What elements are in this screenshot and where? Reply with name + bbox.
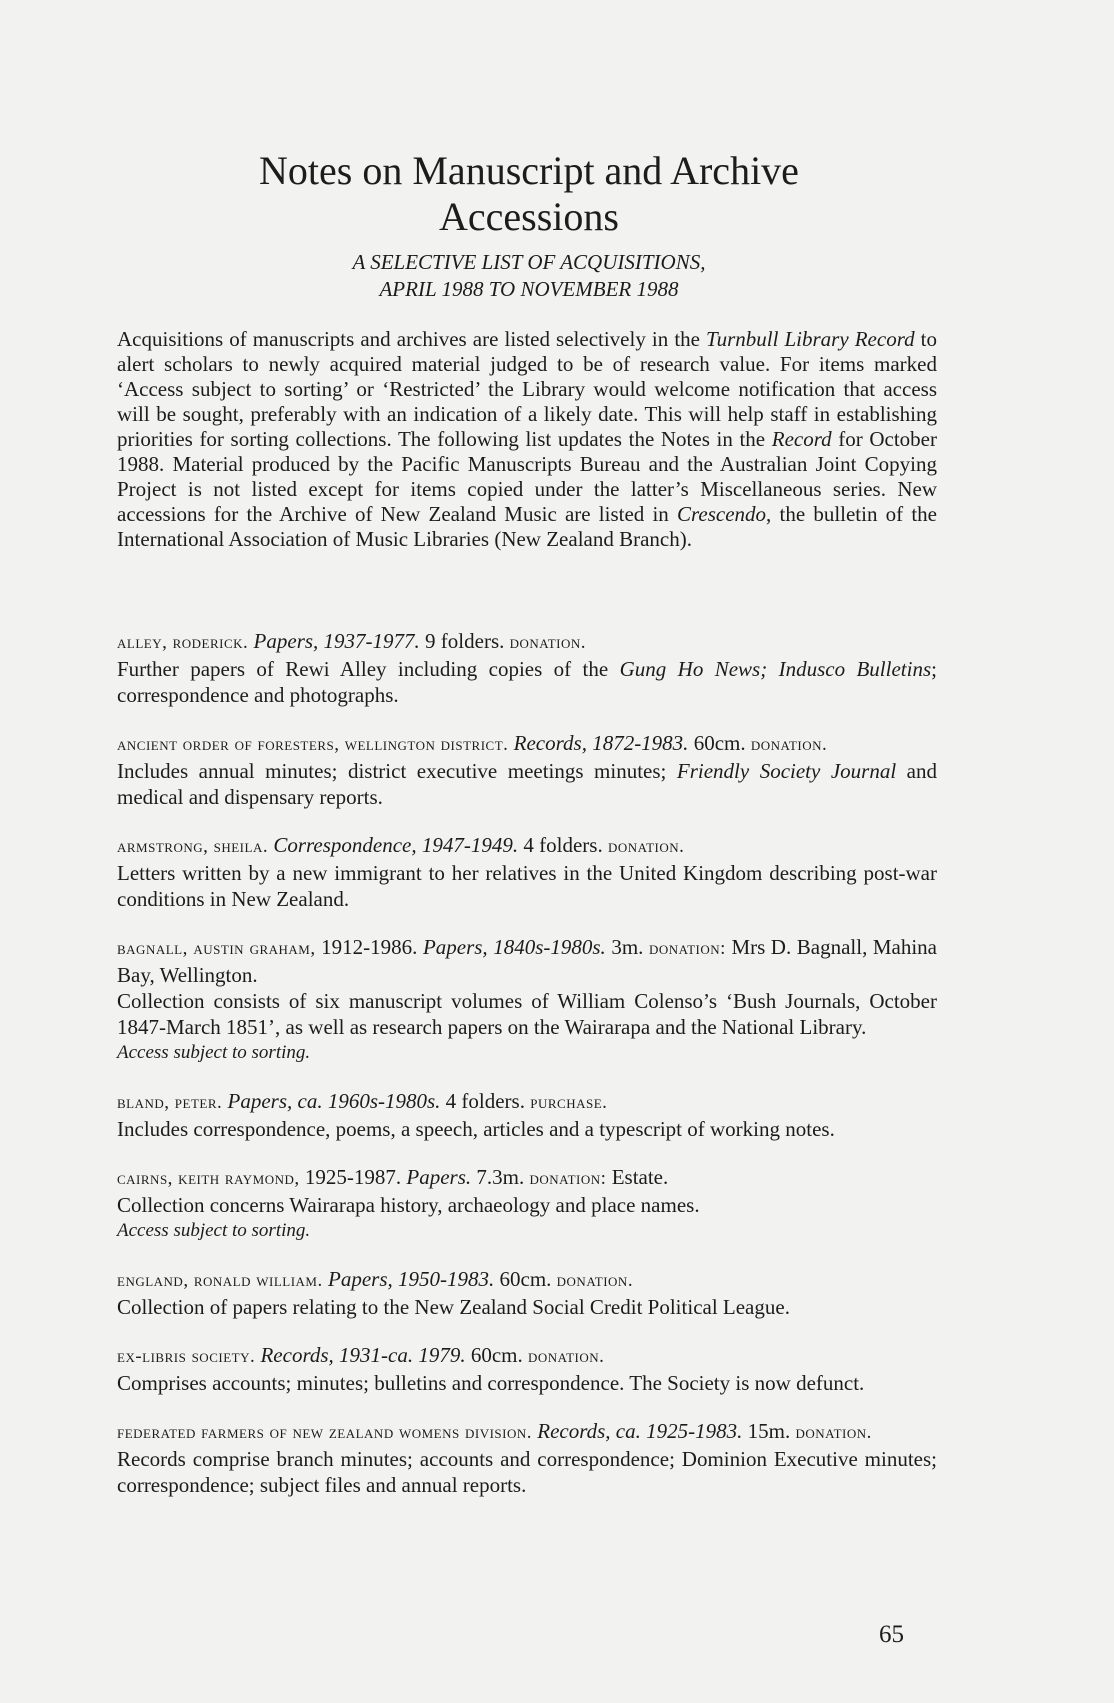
accession-entry — [117, 934, 937, 1066]
entry-heading — [117, 730, 937, 758]
entry-source: donation. — [607, 836, 685, 857]
entry-source: donation: — [529, 1168, 607, 1189]
accession-entry — [117, 628, 937, 708]
entry-heading — [117, 1266, 937, 1294]
entry-heading — [117, 832, 937, 860]
entry-name: cairns, keith raymond, — [117, 1168, 300, 1189]
entry-name: ancient order of foresters, wellington district. — [117, 734, 509, 755]
entry-heading — [117, 628, 937, 656]
entry-source: donation. — [556, 1270, 634, 1291]
entry-title: Papers, 1840s-1980s. — [422, 935, 606, 959]
accession-entry — [117, 1418, 937, 1498]
entry-description: Collection of papers relating to the New Zealand Social Credit Political League. — [117, 1295, 790, 1319]
entry-title: Papers, ca. 1960s-1980s. — [227, 1089, 441, 1113]
accession-entry — [117, 730, 937, 810]
entry-description: Collection concerns Wairarapa history, archaeology and place names. — [117, 1193, 700, 1217]
record-title-short: Record — [771, 427, 832, 451]
title-line-2: Accessions — [439, 194, 619, 239]
entry-name: bagnall, austin graham, — [117, 938, 316, 959]
accession-entry — [117, 1266, 937, 1320]
entry-heading — [117, 1164, 937, 1192]
accession-entry — [117, 1342, 937, 1396]
entry-extent: 60cm. — [499, 1267, 552, 1291]
page-title — [108, 148, 950, 240]
entry-title: Papers. — [406, 1165, 472, 1189]
entry-heading — [117, 1342, 937, 1370]
entry-extent: 4 folders. — [445, 1089, 525, 1113]
entry-title: Papers, 1937-1977. — [253, 629, 420, 653]
entry-name: bland, peter. — [117, 1092, 223, 1113]
entry-heading — [117, 1088, 937, 1116]
subtitle-line-1: A SELECTIVE LIST OF ACQUISITIONS, — [352, 250, 706, 274]
entry-extent: 60cm. — [470, 1343, 523, 1367]
entry-name: england, ronald william. — [117, 1270, 323, 1291]
entry-extent: 7.3m. — [476, 1165, 525, 1189]
entry-extent: 15m. — [747, 1419, 791, 1443]
page-subtitle — [108, 249, 950, 303]
entry-heading — [117, 1418, 937, 1446]
entry-title: Correspondence, 1947-1949. — [273, 833, 519, 857]
entry-donor: Estate. — [611, 1165, 669, 1189]
entry-donor: Mrs D. Bagnall, Mahina Bay, Wellington. — [117, 935, 937, 987]
entry-description: Comprises accounts; minutes; bulletins and correspondence. The Society is now defunct. — [117, 1371, 865, 1395]
entry-source: purchase. — [530, 1092, 608, 1113]
entry-description: Records comprise branch minutes; accounts and correspondence; Dominion Executive minutes; correspondence; subject files and annual reports. — [117, 1447, 937, 1497]
title-line-1: Notes on Manuscript and Archive — [259, 148, 799, 193]
entry-title: Records, 1872-1983. — [513, 731, 689, 755]
entry-extent: 4 folders. — [523, 833, 603, 857]
entry-description: Letters written by a new immigrant to her relatives in the United Kingdom describing post-war conditions in New Zealand. — [117, 861, 937, 911]
entry-description: Includes correspondence, poems, a speech, articles and a typescript of working notes. — [117, 1117, 835, 1141]
entry-source: donation. — [509, 632, 587, 653]
entry-description: Further papers of Rewi Alley including copies of the Gung Ho News; Indusco Bulletins; correspondence and photographs. — [117, 657, 937, 707]
accession-entry — [117, 832, 937, 912]
entry-name: federated farmers of new zealand womens division. — [117, 1422, 533, 1443]
entry-title: Papers, 1950-1983. — [328, 1267, 495, 1291]
page-number: 65 — [879, 1621, 904, 1648]
entry-extent: 9 folders. — [425, 629, 505, 653]
entry-access-note: Access subject to sorting. — [117, 1220, 311, 1241]
entry-extent: 3m. — [611, 935, 644, 959]
entry-name: alley, roderick. — [117, 632, 249, 653]
entry-source: donation. — [795, 1422, 872, 1443]
entry-name: armstrong, sheila. — [117, 836, 269, 857]
accession-entry — [117, 1164, 937, 1244]
subtitle-line-2: APRIL 1988 TO NOVEMBER 1988 — [379, 277, 679, 301]
entry-extent: 60cm. — [693, 731, 746, 755]
entry-access-note: Access subject to sorting. — [117, 1042, 311, 1063]
entry-dates: 1912-1986. — [321, 935, 418, 959]
entry-name: ex-libris society. — [117, 1346, 256, 1367]
intro-paragraph: Acquisitions of manuscripts and archives are listed selectively in the Turnbull Library Record to alert scholars to newly acquired material judged to be of research value. For items marked ‘Access subject to sorting’ or ‘Restricted’ the Library would welcome notification that access will be sought, preferably with an indication of a likely date. This will help staff in establishing priorities for sorting collections. The following list updates the Notes in the Record for October 1988. Material produced by the Pacific Manuscripts Bureau and the Australian Joint Copying Project is not listed except for items copied under the latter’s Miscellaneous series. New accessions for the Archive of New Zealand Music are listed in Crescendo, the bulletin of the International Association of Music Libraries (New Zealand Branch). — [117, 327, 937, 551]
entry-heading — [117, 934, 937, 988]
entry-description: Collection consists of six manuscript volumes of William Colenso’s ‘Bush Journals, October 1847-March 1851’, as well as research papers on the Wairarapa and the National Library. — [117, 989, 937, 1039]
entry-title: Records, ca. 1925-1983. — [537, 1419, 743, 1443]
entry-source: donation: — [648, 938, 726, 959]
entry-source: donation. — [750, 734, 828, 755]
accession-list — [117, 628, 937, 1520]
record-title: Turnbull Library Record — [706, 327, 915, 351]
crescendo-title: Crescendo — [677, 502, 767, 526]
accession-entry — [117, 1088, 937, 1142]
entry-source: donation. — [527, 1346, 605, 1367]
entry-dates: 1925-1987. — [304, 1165, 402, 1189]
entry-description: Includes annual minutes; district executive meetings minutes; Friendly Society Journal and medical and dispensary reports. — [117, 759, 937, 809]
entry-title: Records, 1931-ca. 1979. — [260, 1343, 466, 1367]
